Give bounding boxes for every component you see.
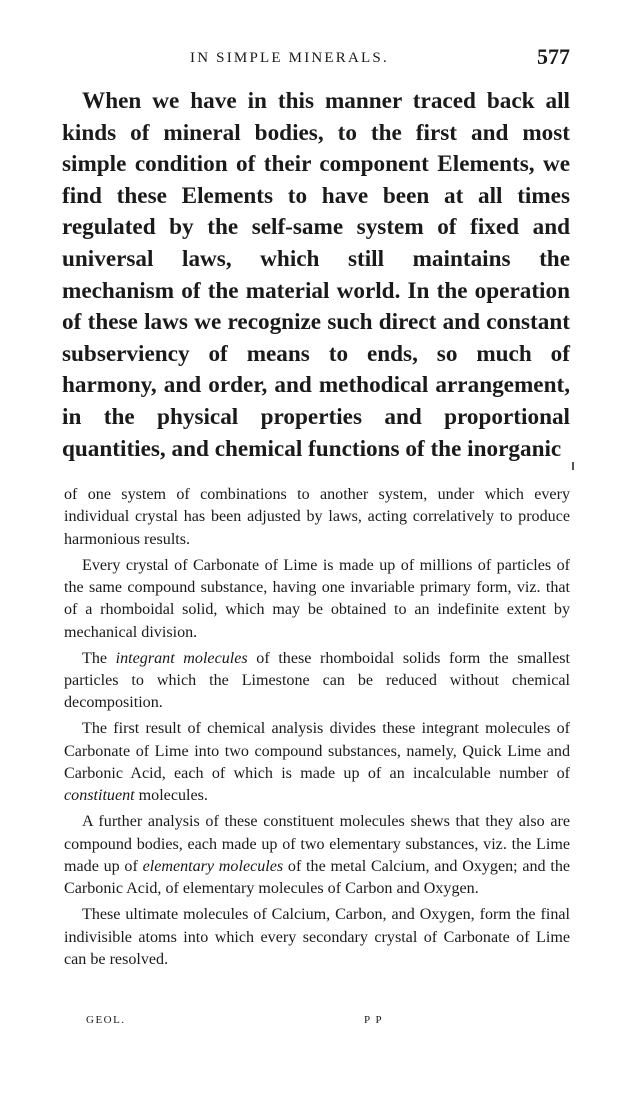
note-paragraph-2: Every crystal of Carbonate of Lime is made up of millions of particles of the same compound substance, having one invariable primary form, viz. that of a rhomboidal solid, which may be obtained to an indefinite extent by mechanical division. — [64, 556, 570, 641]
note-paragraph-5-end: of the metal Calcium, and Oxygen; and the Carbonic Acid, of elementary molecules of Carbon and Oxygen. — [64, 857, 571, 898]
main-paragraph — [62, 86, 570, 465]
page-number: 577 — [537, 44, 570, 69]
note-paragraph-3-start: The — [82, 649, 116, 667]
main-paragraph-text: When we have in this manner traced back all kinds of mineral bodies, to the first and most simple condition of their component Elements, we find these Elements to have been at all times regulated by the self-same system of fixed and universal laws, which still maintains the mechanism of the material world. In the operation of these laws we recognize such direct and constant subserviency of means to ends, so much of harmony, and order, and methodical arrangement, in the physical properties and proportional quantities, and chemical functions of the inorganic — [62, 88, 570, 462]
note-paragraph-4 — [64, 718, 570, 807]
italic-term-constituent: constituent — [64, 787, 135, 805]
italic-term-integrant: integrant molecules — [115, 649, 248, 667]
footnote-block — [64, 484, 570, 975]
running-title: IN SIMPLE MINERALS. — [190, 50, 389, 66]
signature-label: GEOL. — [86, 1014, 126, 1026]
margin-tick-mark — [572, 462, 574, 470]
note-paragraph-5-start: A further analysis of these constituent molecules shews that they also are compound bodies, each made up of two elementary substances, viz. the Lime made up of — [64, 813, 570, 875]
note-paragraph-4-start: The first result of chemical analysis divides these integrant molecules of Carbonate of Lime into two compound substances, namely, Quick Lime and Carbonic Acid, each of which is made up of an incalculable number of — [64, 720, 570, 782]
note-paragraph-3 — [64, 648, 570, 715]
signature-mark: P P — [364, 1014, 384, 1026]
italic-term-elementary: elementary molecules — [142, 857, 284, 875]
note-paragraph-5 — [64, 811, 570, 900]
page-footer — [86, 1014, 386, 1034]
note-paragraph-4-end: molecules. — [134, 787, 208, 805]
running-head — [60, 44, 570, 74]
note-paragraph-6: These ultimate molecules of Calcium, Carbon, and Oxygen, form the final indivisible atoms into which every secondary crystal of Carbonate of Lime can be resolved. — [64, 906, 570, 968]
note-paragraph-1: of one system of combinations to another system, under which every individual crystal has been adjusted by laws, acting correlatively to produce harmonious results. — [64, 486, 570, 548]
note-paragraph-3-end: of these rhomboidal solids form the smallest particles to which the Limestone can be reduced without chemical decomposition. — [64, 649, 570, 712]
